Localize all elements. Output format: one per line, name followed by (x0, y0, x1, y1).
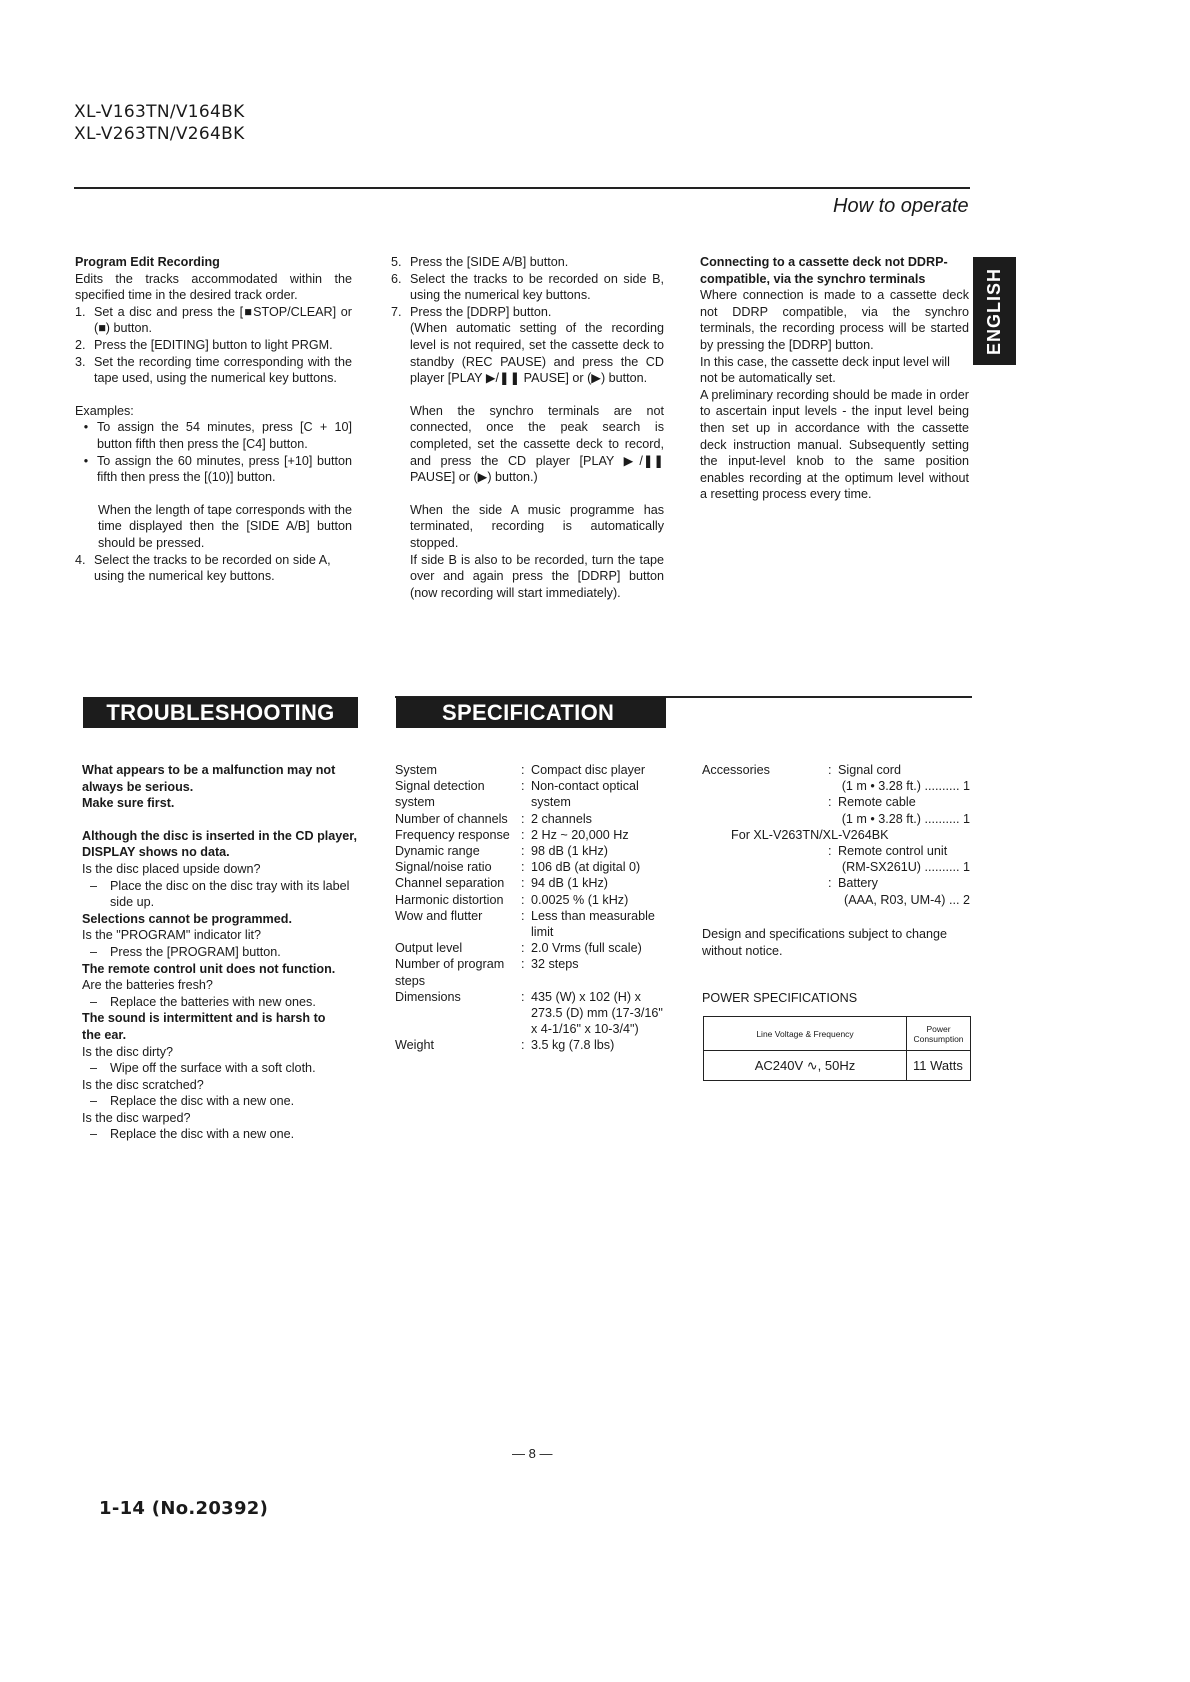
check-question: Is the disc dirty? (82, 1044, 173, 1059)
power-voltage-value: AC240V ∿, 50Hz (704, 1051, 907, 1081)
section-title: How to operate (833, 195, 969, 217)
accessory-detail: (RM-SX261U) .......... 1 (841, 860, 970, 875)
program-edit-steps (75, 304, 352, 387)
spec-key: Channel separation (395, 876, 505, 891)
spec-value: 3.5 kg (7.8 lbs) (531, 1038, 615, 1053)
program-edit-heading: Program Edit Recording (75, 255, 220, 269)
check-question: Is the disc placed upside down? (82, 861, 261, 876)
check-question: Are the batteries fresh? (82, 978, 213, 993)
remedy-item: – Wipe off the surface with a soft cloth. (90, 1061, 316, 1076)
remedy-item: – Press the [PROGRAM] button. (90, 944, 281, 959)
example-item: • To assign the 54 minutes, press [C + 10] button fifth then press the [C4] button. (83, 420, 352, 451)
spec-key: Weight (395, 1038, 434, 1053)
step-item: 7. Press the [DDRP] button. (391, 304, 552, 319)
model-number-2: XL-V263TN/V264BK (74, 124, 245, 144)
spec-value: 2 channels (531, 811, 592, 826)
step-item: 4. Select the tracks to be recorded on side A, using the numerical key buttons. (75, 552, 331, 584)
accessory-name: Remote cable (838, 795, 916, 810)
troubleshooting-banner (83, 697, 358, 728)
spec-value: 32 steps (531, 957, 579, 972)
spec-key: Number of channels (395, 811, 508, 826)
problem-heading: Selections cannot be programmed. (82, 911, 292, 926)
power-col-header: Line Voltage & Frequency (704, 1017, 907, 1051)
accessory-detail: (1 m • 3.28 ft.) .......... 1 (841, 811, 970, 826)
synchro-section (700, 254, 969, 503)
remedy-item: – Replace the disc with a new one. (90, 1094, 295, 1109)
step-item: 6. Select the tracks to be recorded on side B, using the numerical key buttons. (391, 271, 664, 303)
tape-length-note: When the length of tape corresponds with the time displayed then the [SIDE A/B] button should be pressed. (98, 502, 352, 550)
spec-value: 94 dB (1 kHz) (531, 876, 608, 891)
spec-value: 435 (W) x 102 (H) x 273.5 (D) mm (17-3/16" x 4-1/16" x 10-3/4") (531, 989, 663, 1037)
synchro-para-3: A preliminary recording should be made in order to ascertain input levels - the input level being then set up in accordance with the cassette deck instruction manual. Subsequently setting the input-level knob to the same position enables recording at the optimum level without a resetting process every time. (700, 387, 969, 502)
problem-heading: The remote control unit does not function. (82, 961, 336, 976)
specification-table: System : Compact disc player Signal detection system : Non-contact optical system Number of channels : 2 channels Frequency response : 2 Hz ~ 20,000 Hz Dynamic range : 98 dB (1 kHz) Signal/noise ratio : 106 dB (at digital 0) Channel separation : 94 dB (1 kHz) Harmonic distortion : 0.0025 % (1 kHz) Wow and flutter : Less than measurable limit Output level : 2.0 Vrms (full scale) Number of program steps : 32 steps Dimensions : 435 (W) x 102 (H) x 273.5 (D) mm (17-3/16" x 4-1/16" x 10-3/4") Weight : 3.5 kg (7.8 lbs) (395, 762, 670, 1054)
change-notice: Design and specifications subject to change without notice. (702, 927, 948, 958)
spec-value: Compact disc player (531, 763, 646, 777)
synchro-note: When the synchro terminals are not connected, once the peak search is completed, set the cassette deck to record, and press the CD player [PLAY ▶/❚❚ PAUSE] or (▶) button.) (410, 403, 664, 485)
step-item: 1. Set a disc and press the [■STOP/CLEAR] or (■) button. (75, 304, 352, 336)
spec-key: Signal/noise ratio (395, 860, 492, 875)
power-spec-title: POWER SPECIFICATIONS (702, 991, 858, 1005)
problem-heading: The sound is intermittent and is harsh to the ear. (82, 1011, 326, 1042)
spec-value: 106 dB (at digital 0) (531, 860, 641, 875)
power-col-header: Power Consumption (907, 1017, 971, 1051)
check-question: Is the "PROGRAM" indicator lit? (82, 928, 262, 943)
model-number-1: XL-V163TN/V164BK (74, 102, 245, 122)
troubleshooting-title: TROUBLESHOOTING (106, 699, 335, 725)
spec-key: Output level (395, 941, 463, 956)
check-question: Is the disc warped? (82, 1110, 191, 1125)
accessory-detail: (1 m • 3.28 ft.) .......... 1 (841, 779, 970, 794)
troubleshooting-intro: What appears to be a malfunction may not always be serious. (82, 763, 336, 794)
step-item: 3. Set the recording time corresponding with the tape used, using the numerical key buttons. (75, 354, 352, 386)
accessory-detail: (AAA, R03, UM-4) ... 2 (844, 892, 970, 907)
synchro-heading: Connecting to a cassette deck not DDRP-compatible, via the synchro terminals (700, 255, 948, 286)
spec-value: 2 Hz ~ 20,000 Hz (531, 827, 629, 842)
auto-level-note: (When automatic setting of the recording level is not required, set the cassette deck to standby (REC PAUSE) and press the CD player [PLAY ▶/❚❚ PAUSE] or (▶) button. (410, 321, 664, 386)
spec-value: Non-contact optical system (531, 779, 639, 810)
page-number: — 8 — (512, 1446, 553, 1461)
spec-key: Dimensions (395, 989, 461, 1004)
side-b-note: If side B is also to be recorded, turn the tape over and again press the [DDRP] button (now recording will start immediately). (410, 552, 664, 600)
accessory-name: Signal cord (838, 763, 902, 777)
accessories-label: Accessories (702, 763, 770, 777)
spec-key: Number of program steps (395, 957, 505, 988)
check-question: Is the disc scratched? (82, 1077, 204, 1092)
accessories-for-label: For XL-V263TN/XL-V264BK (731, 827, 889, 842)
remedy-item: – Replace the batteries with new ones. (90, 994, 316, 1009)
problem-heading: Although the disc is inserted in the CD player, DISPLAY shows no data. (82, 828, 358, 860)
step-item: 2. Press the [EDITING] button to light PRGM. (75, 337, 333, 352)
power-consumption-value: 11 Watts (907, 1051, 971, 1081)
spec-key: Dynamic range (395, 844, 480, 859)
accessories-list: Accessories : Signal cord (1 m • 3.28 ft.) .......... 1 : Remote cable (1 m • 3.28 ft.) .......... 1 For XL-V263TN/XL-V264BK : Remote control unit (RM-SX261U) .......... 1 : Battery (AAA, R03, UM-4) ... 2 (702, 763, 970, 907)
power-spec-table (703, 1016, 971, 1081)
remedy-item: – Replace the disc with a new one. (90, 1127, 295, 1142)
spec-key: Harmonic distortion (395, 892, 504, 907)
synchro-para-1: Where connection is made to a cassette deck not DDRP compatible, via the synchro terminals, the recording process will be started by pressing the [DDRP] button. (700, 288, 969, 352)
spec-key: Signal detection system (395, 779, 485, 810)
spec-value: 98 dB (1 kHz) (531, 844, 608, 859)
spec-key: System (395, 763, 437, 777)
spec-key: Wow and flutter (395, 908, 483, 923)
step-item: 5. Press the [SIDE A/B] button. (391, 255, 569, 269)
synchro-para-2: In this case, the cassette deck input level will not be automatically set. (700, 354, 950, 386)
program-edit-section (75, 254, 352, 585)
examples-label: Examples: (75, 403, 134, 418)
troubleshooting-section (82, 762, 362, 1143)
recording-steps-section (391, 254, 664, 601)
document-reference: 1-14 (No.20392) (99, 1498, 269, 1519)
language-tab: ENGLISH (973, 257, 1016, 365)
remedy-item: – Place the disc on the disc tray with its label side up. (90, 878, 350, 910)
spec-value: Less than measurable limit (531, 908, 655, 940)
program-edit-intro: Edits the tracks accommodated within the specified time in the desired track order. (75, 271, 352, 303)
accessory-name: Remote control unit (838, 844, 948, 859)
header-rule (74, 187, 970, 189)
spec-value: 2.0 Vrms (full scale) (531, 941, 642, 956)
spec-key: Frequency response (395, 827, 510, 842)
side-a-note: When the side A music programme has terminated, recording is automatically stopped. (410, 502, 664, 550)
troubleshooting-intro-2: Make sure first. (82, 796, 175, 811)
spec-value: 0.0025 % (1 kHz) (531, 892, 629, 907)
specification-banner (396, 697, 666, 728)
specification-title: SPECIFICATION (442, 699, 615, 725)
accessory-name: Battery (838, 876, 878, 891)
example-item: • To assign the 60 minutes, press [+10] button fifth then press the [(10)] button. (83, 453, 352, 485)
